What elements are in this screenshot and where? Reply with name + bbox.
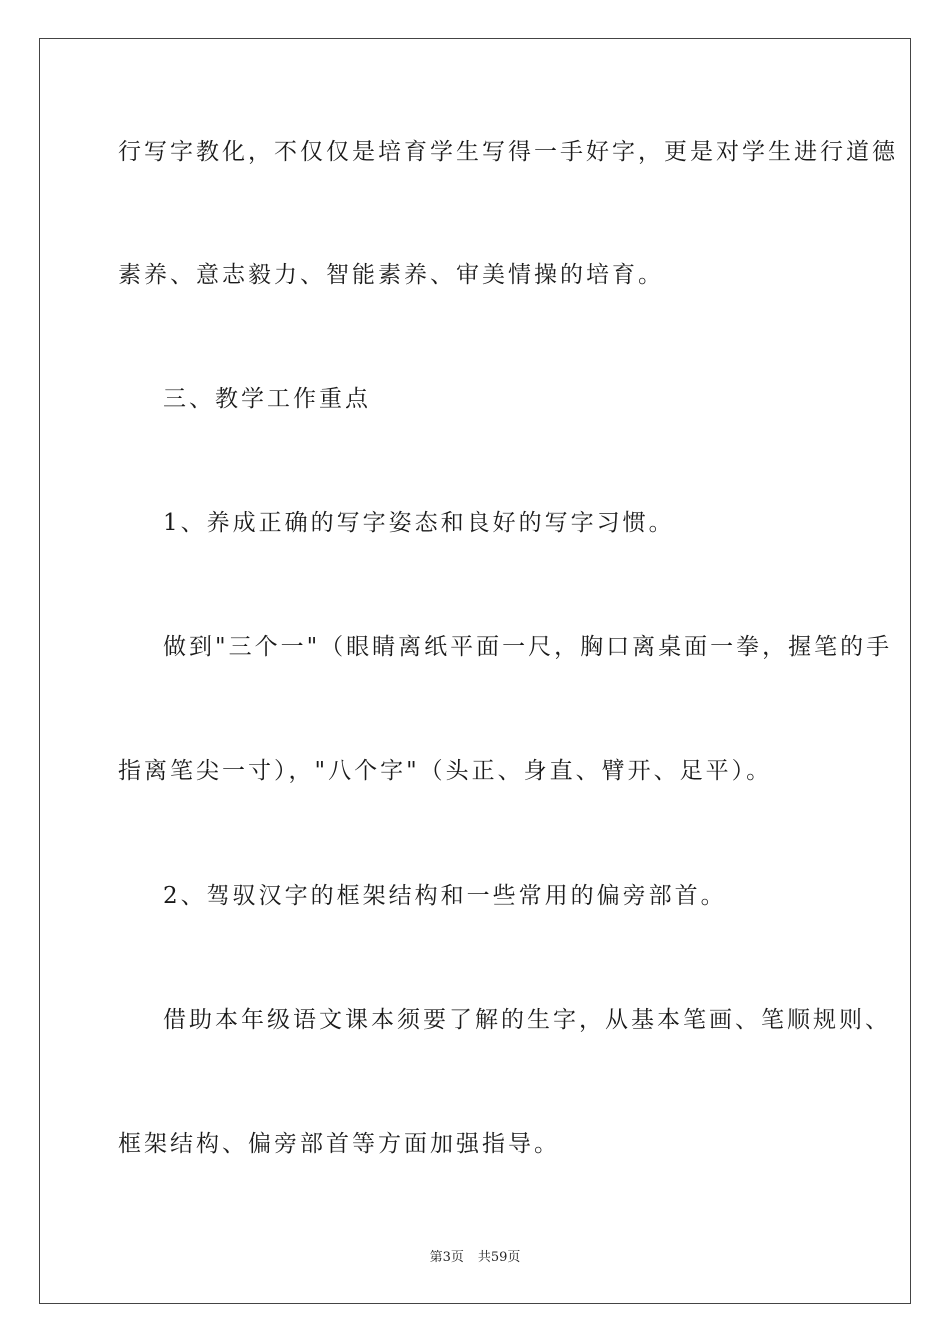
- page-number-current: 第3页: [429, 1250, 464, 1265]
- body-text-line: 借助本年级语文课本须要了解的生字，从基本笔画、笔顺规则、: [163, 1007, 891, 1033]
- list-item-heading: 1、养成正确的写字姿态和良好的写字习惯。: [163, 510, 675, 536]
- body-text-line: 框架结构、偏旁部首等方面加强指导。: [118, 1131, 560, 1157]
- section-heading: 三、教学工作重点: [163, 386, 371, 412]
- page-frame: [39, 38, 911, 1304]
- body-text-line: 行写字教化，不仅仅是培育学生写得一手好字，更是对学生进行道德: [118, 139, 898, 165]
- body-text-line: 素养、意志毅力、智能素养、审美情操的培育。: [118, 262, 664, 288]
- page-number-total: 共59页: [477, 1250, 521, 1265]
- body-text-line: 做到"三个一"（眼睛离纸平面一尺，胸口离桌面一拳，握笔的手: [163, 634, 893, 660]
- list-item-heading: 2、驾驭汉字的框架结构和一些常用的偏旁部首。: [163, 883, 727, 909]
- page-footer: [0, 1246, 950, 1265]
- body-text-line: 指离笔尖一寸），"八个字"（头正、身直、臂开、足平）。: [118, 758, 773, 784]
